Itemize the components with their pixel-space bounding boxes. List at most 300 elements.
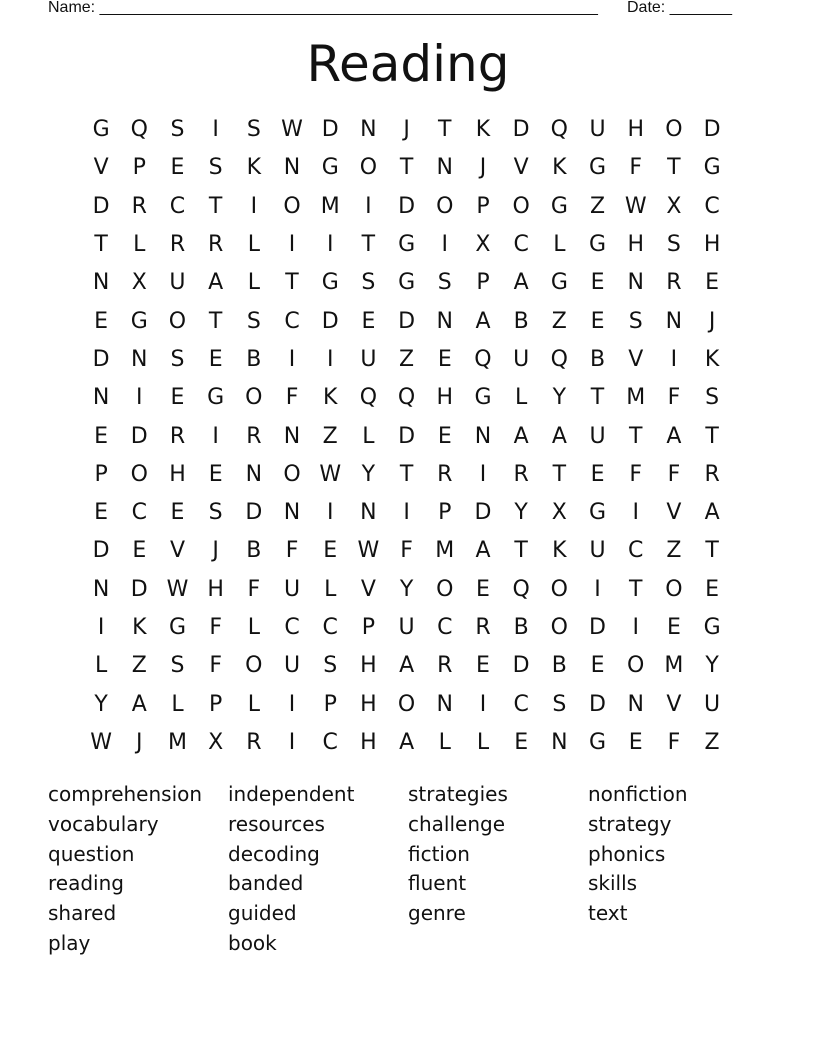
grid-letter: L <box>247 270 260 296</box>
grid-letter: O <box>245 653 263 679</box>
grid-letter: T <box>361 232 376 258</box>
grid-letter: A <box>704 500 720 526</box>
grid-letter: R <box>437 653 453 679</box>
grid-letter: F <box>285 385 299 411</box>
grid-letter: W <box>319 461 342 487</box>
grid-letter: T <box>705 538 719 564</box>
grid-letter: R <box>246 423 262 449</box>
grid-letter: L <box>133 232 146 258</box>
word-list-item: reading <box>48 871 124 896</box>
grid-letter: P <box>476 193 490 219</box>
grid-letter: M <box>626 385 646 411</box>
grid-letter: X <box>208 729 224 755</box>
grid-letter: R <box>437 461 453 487</box>
grid-letter: A <box>475 538 491 564</box>
grid-letter: R <box>131 193 147 219</box>
grid-letter: B <box>513 615 529 640</box>
grid-letter: A <box>513 423 529 449</box>
grid-letter: I <box>326 232 334 258</box>
grid-letter: R <box>666 270 682 296</box>
grid-letter: D <box>130 423 148 449</box>
grid-letter: C <box>437 615 453 640</box>
grid-letter: A <box>399 653 415 679</box>
grid-letter: N <box>283 500 301 526</box>
word-list-item: fiction <box>408 841 470 866</box>
grid-letter: J <box>403 117 410 143</box>
grid-letter: Q <box>397 385 416 411</box>
grid-letter: H <box>360 691 377 717</box>
grid-letter: Q <box>512 576 530 602</box>
grid-letter: O <box>436 193 454 219</box>
grid-letter: D <box>130 576 148 602</box>
grid-letter: V <box>360 576 376 602</box>
word-list <box>48 780 768 959</box>
grid-letter: I <box>326 500 334 526</box>
grid-letter: E <box>170 385 185 411</box>
grid-letter: H <box>360 653 377 679</box>
grid-letter: R <box>475 615 491 640</box>
grid-letter: O <box>550 615 568 640</box>
grid-letter: S <box>170 346 185 372</box>
grid-letter: U <box>589 117 606 143</box>
grid-letter: A <box>551 423 567 449</box>
grid-letter: F <box>667 461 681 487</box>
grid-letter: S <box>437 270 452 296</box>
grid-letter: M <box>167 729 187 755</box>
grid-letter: D <box>398 423 416 449</box>
grid-letter: Z <box>704 729 720 755</box>
grid-letter: Z <box>666 538 682 564</box>
grid-letter: G <box>321 155 339 181</box>
grid-letter: U <box>513 346 530 372</box>
grid-letter: J <box>479 155 487 181</box>
grid-letter: E <box>666 615 681 640</box>
grid-letter: Z <box>399 346 415 372</box>
grid-letter: F <box>209 653 222 679</box>
grid-letter: Y <box>705 653 719 679</box>
grid-letter: E <box>170 500 185 526</box>
grid-letter: V <box>628 346 644 372</box>
grid-letter: N <box>245 461 263 487</box>
grid-letter: D <box>92 346 110 372</box>
grid-letter: A <box>666 423 682 449</box>
grid-letter: D <box>589 691 606 717</box>
grid-letter: C <box>513 232 529 258</box>
word-list-item: challenge <box>408 811 506 836</box>
grid-letter: Y <box>94 691 108 717</box>
grid-letter: E <box>590 461 605 487</box>
word-list-item: genre <box>408 901 466 926</box>
grid-letter: D <box>512 117 530 143</box>
grid-letter: O <box>665 117 683 143</box>
word-list-item: guided <box>228 901 297 926</box>
grid-letter: D <box>474 500 492 526</box>
grid-letter: G <box>92 117 110 143</box>
grid-letter: L <box>553 232 566 258</box>
grid-letter: U <box>589 538 606 564</box>
grid-letter: N <box>436 155 454 181</box>
grid-letter: C <box>628 538 644 564</box>
grid-letter: B <box>246 346 262 372</box>
grid-letter: H <box>436 385 454 411</box>
grid-letter: G <box>398 232 416 258</box>
grid-letter: N <box>92 576 110 602</box>
grid-letter: W <box>166 576 189 602</box>
grid-letter: D <box>92 193 110 219</box>
grid-letter: G <box>207 385 225 411</box>
word-list-item: text <box>588 901 628 926</box>
name-field: Name: ________________________________________________________ <box>48 0 598 16</box>
grid-letter: G <box>550 270 568 296</box>
grid-letter: N <box>360 500 377 526</box>
grid-letter: N <box>436 691 454 717</box>
grid-letter: Z <box>322 423 338 449</box>
grid-letter: G <box>321 270 339 296</box>
grid-letter: L <box>362 423 375 449</box>
grid-letter: O <box>550 576 568 602</box>
grid-letter: G <box>589 232 607 258</box>
grid-letter: G <box>168 615 186 640</box>
grid-letter: E <box>94 423 109 449</box>
grid-letter: C <box>131 500 147 526</box>
grid-letter: B <box>246 538 262 564</box>
grid-letter: C <box>513 691 529 717</box>
grid-letter: L <box>515 385 528 411</box>
grid-letter: G <box>703 615 721 640</box>
grid-letter: B <box>551 653 567 679</box>
word-list-item: strategy <box>588 811 672 836</box>
grid-letter: B <box>513 308 529 334</box>
grid-letter: Y <box>399 576 414 602</box>
grid-letter: I <box>250 193 258 219</box>
grid-letter: T <box>208 308 223 334</box>
grid-letter: J <box>136 729 143 755</box>
grid-letter: O <box>168 308 187 334</box>
grid-letter: H <box>703 232 721 258</box>
grid-letter: F <box>629 461 643 487</box>
grid-letter: S <box>170 117 185 143</box>
grid-letter: D <box>321 117 339 143</box>
grid-letter: E <box>514 729 529 755</box>
grid-letter: Z <box>589 193 606 219</box>
grid-letter: K <box>132 615 147 640</box>
grid-letter: W <box>90 729 112 755</box>
grid-letter: T <box>667 155 681 181</box>
grid-letter: I <box>212 423 219 449</box>
grid-letter: T <box>590 385 605 411</box>
grid-letter: S <box>628 308 643 334</box>
grid-letter: O <box>245 385 263 411</box>
grid-letter: R <box>208 232 224 258</box>
grid-letter: N <box>131 346 148 372</box>
grid-letter: U <box>283 653 301 679</box>
grid-letter: N <box>92 385 110 411</box>
grid-letter: Q <box>550 346 568 372</box>
grid-letter: K <box>704 346 720 372</box>
grid-letter: U <box>360 346 377 372</box>
grid-letter: D <box>589 615 606 640</box>
grid-letter: O <box>130 461 148 487</box>
grid-letter: C <box>322 615 338 640</box>
grid-letter: E <box>476 653 490 679</box>
word-list-item: banded <box>228 871 304 896</box>
grid-letter: O <box>283 193 301 219</box>
grid-letter: E <box>132 538 147 564</box>
grid-letter: I <box>479 461 487 487</box>
grid-letter: D <box>398 308 416 334</box>
grid-letter: I <box>632 615 639 640</box>
grid-letter: E <box>361 308 376 334</box>
grid-letter: N <box>360 117 377 143</box>
grid-letter: P <box>323 691 337 717</box>
grid-letter: T <box>399 155 414 181</box>
grid-letter: U <box>169 270 186 296</box>
grid-letter: H <box>627 232 644 258</box>
grid-letter: T <box>628 576 643 602</box>
grid-letter: F <box>667 385 681 411</box>
grid-letter: L <box>94 653 108 679</box>
grid-letter: W <box>624 193 647 219</box>
grid-letter: N <box>92 270 110 296</box>
word-list-item: book <box>228 930 277 955</box>
grid-letter: P <box>209 691 223 717</box>
word-list-item: vocabulary <box>48 811 159 836</box>
word-list-empty-slot <box>588 929 768 959</box>
grid-letter: L <box>438 729 451 755</box>
grid-letter: T <box>399 461 414 487</box>
grid-letter: S <box>208 500 223 526</box>
grid-letter: F <box>400 538 413 564</box>
grid-letter: F <box>285 538 299 564</box>
grid-letter: O <box>283 461 301 487</box>
grid-letter: U <box>283 576 301 602</box>
grid-letter: P <box>132 155 146 181</box>
page-title: Reading <box>306 35 510 93</box>
grid-letter: N <box>551 729 568 755</box>
grid-letter: G <box>703 155 721 181</box>
grid-letter: E <box>94 500 109 526</box>
word-list-item: skills <box>588 871 638 896</box>
grid-letter: R <box>169 423 186 449</box>
grid-letter: L <box>476 729 490 755</box>
grid-letter: I <box>288 346 296 372</box>
grid-letter: U <box>398 615 415 640</box>
grid-letter: Q <box>474 346 492 372</box>
grid-letter: L <box>171 691 184 717</box>
grid-letter: D <box>512 653 530 679</box>
grid-letter: I <box>670 346 678 372</box>
grid-letter: T <box>514 538 528 564</box>
grid-letter: R <box>246 729 262 755</box>
grid-letter: V <box>666 691 682 717</box>
grid-letter: I <box>479 691 487 717</box>
grid-letter: A <box>475 308 491 334</box>
grid-letter: L <box>247 232 260 258</box>
grid-letter: N <box>474 423 492 449</box>
grid-letter: D <box>245 500 263 526</box>
grid-letter: R <box>704 461 720 487</box>
grid-letter: R <box>513 461 529 487</box>
word-list-item: independent <box>228 782 355 806</box>
grid-letter: N <box>665 308 683 334</box>
grid-letter: O <box>627 653 645 679</box>
grid-letter: S <box>361 270 376 296</box>
grid-letter: E <box>628 729 643 755</box>
grid-letter: Q <box>550 117 568 143</box>
grid-letter: S <box>208 155 223 181</box>
grid-letter: V <box>513 155 529 181</box>
grid-letter: S <box>666 232 681 258</box>
grid-letter: E <box>208 346 223 372</box>
grid-letter: M <box>435 538 455 564</box>
grid-letter: A <box>399 729 415 755</box>
grid-letter: I <box>212 117 219 143</box>
grid-letter: I <box>97 615 105 640</box>
grid-letter: O <box>436 576 454 602</box>
grid-letter: X <box>131 270 147 296</box>
grid-letter: N <box>283 423 301 449</box>
grid-letter: Z <box>551 308 567 334</box>
word-list-item: shared <box>48 901 117 926</box>
grid-letter: P <box>476 270 490 296</box>
grid-letter: J <box>212 538 219 564</box>
grid-letter: O <box>359 155 378 181</box>
grid-letter: E <box>208 461 223 487</box>
grid-letter: I <box>365 193 372 219</box>
grid-letter: K <box>475 117 491 143</box>
grid-letter: K <box>246 155 262 181</box>
grid-letter: R <box>169 232 186 258</box>
grid-letter: X <box>666 193 682 219</box>
grid-letter: S <box>246 308 261 334</box>
grid-letter: T <box>438 117 452 143</box>
grid-letter: D <box>703 117 721 143</box>
grid-letter: T <box>94 232 108 258</box>
grid-letter: I <box>288 729 296 755</box>
grid-letter: T <box>705 423 719 449</box>
grid-letter: J <box>708 308 716 334</box>
grid-letter: M <box>320 193 340 219</box>
grid-letter: O <box>665 576 683 602</box>
grid-letter: L <box>247 615 260 640</box>
grid-letter: Y <box>361 461 376 487</box>
word-list-item: comprehension <box>48 782 203 806</box>
grid-letter: T <box>628 423 643 449</box>
grid-letter: I <box>288 232 296 258</box>
grid-letter: K <box>323 385 338 411</box>
grid-letter: N <box>436 308 454 334</box>
grid-letter: A <box>208 270 224 296</box>
grid-letter: D <box>92 538 110 564</box>
grid-letter: P <box>361 615 376 640</box>
grid-letter: S <box>705 385 720 411</box>
grid-letter: I <box>632 500 639 526</box>
grid-letter: Y <box>552 385 567 411</box>
grid-letter: G <box>474 385 492 411</box>
grid-letter: A <box>131 691 147 717</box>
grid-letter: H <box>207 576 224 602</box>
word-list-item: fluent <box>408 871 467 896</box>
grid-letter: H <box>360 729 377 755</box>
grid-letter: Y <box>514 500 528 526</box>
grid-letter: E <box>476 576 490 602</box>
grid-letter: N <box>283 155 301 181</box>
grid-letter: K <box>552 155 567 181</box>
grid-letter: F <box>247 576 261 602</box>
grid-letter: C <box>284 615 300 640</box>
grid-letter: S <box>246 117 261 143</box>
word-list-item: strategies <box>408 782 508 806</box>
grid-letter: I <box>326 346 334 372</box>
grid-letter: G <box>398 270 416 296</box>
grid-letter: E <box>705 576 720 602</box>
date-field: Date: _______ <box>627 0 732 16</box>
grid-letter: W <box>357 538 380 564</box>
grid-letter: I <box>594 576 601 602</box>
word-list-item: decoding <box>228 841 320 866</box>
grid-letter: S <box>552 691 567 717</box>
grid-letter: S <box>170 653 185 679</box>
grid-letter: X <box>551 500 567 526</box>
grid-letter: O <box>512 193 530 219</box>
grid-letter: B <box>589 346 606 372</box>
grid-letter: Q <box>359 385 378 411</box>
grid-letter: T <box>208 193 223 219</box>
grid-letter: C <box>704 193 720 219</box>
grid-letter: Q <box>130 117 148 143</box>
word-list-item: play <box>48 930 91 955</box>
grid-letter: G <box>130 308 148 334</box>
word-list-item: resources <box>228 811 325 836</box>
grid-letter: V <box>666 500 682 526</box>
grid-letter: I <box>136 385 143 411</box>
grid-letter: E <box>705 270 720 296</box>
grid-letter: N <box>627 270 644 296</box>
grid-letter: X <box>475 232 491 258</box>
grid-letter: I <box>288 691 296 717</box>
grid-letter: F <box>629 155 643 181</box>
grid-letter: G <box>589 155 607 181</box>
word-list-empty-slot <box>408 929 588 959</box>
grid-letter: T <box>552 461 567 487</box>
grid-letter: U <box>589 423 606 449</box>
grid-letter: E <box>323 538 338 564</box>
grid-letter: O <box>397 691 416 717</box>
word-list-item: nonfiction <box>588 782 688 806</box>
letter-grid <box>82 111 731 762</box>
grid-letter: V <box>93 155 109 181</box>
grid-letter: I <box>403 500 410 526</box>
grid-letter: A <box>513 270 529 296</box>
grid-letter: E <box>94 308 109 334</box>
grid-letter: L <box>247 691 260 717</box>
grid-letter: L <box>324 576 337 602</box>
grid-letter: D <box>398 193 416 219</box>
word-list-item: phonics <box>588 841 666 866</box>
grid-letter: C <box>284 308 300 334</box>
grid-letter: D <box>321 308 339 334</box>
grid-letter: G <box>589 500 607 526</box>
grid-letter: E <box>590 653 605 679</box>
grid-letter: S <box>323 653 338 679</box>
grid-letter: H <box>627 117 644 143</box>
grid-letter: E <box>437 423 452 449</box>
grid-letter: W <box>281 117 303 143</box>
grid-letter: G <box>589 729 607 755</box>
grid-letter: P <box>438 500 452 526</box>
grid-letter: T <box>285 270 299 296</box>
grid-letter: F <box>667 729 681 755</box>
